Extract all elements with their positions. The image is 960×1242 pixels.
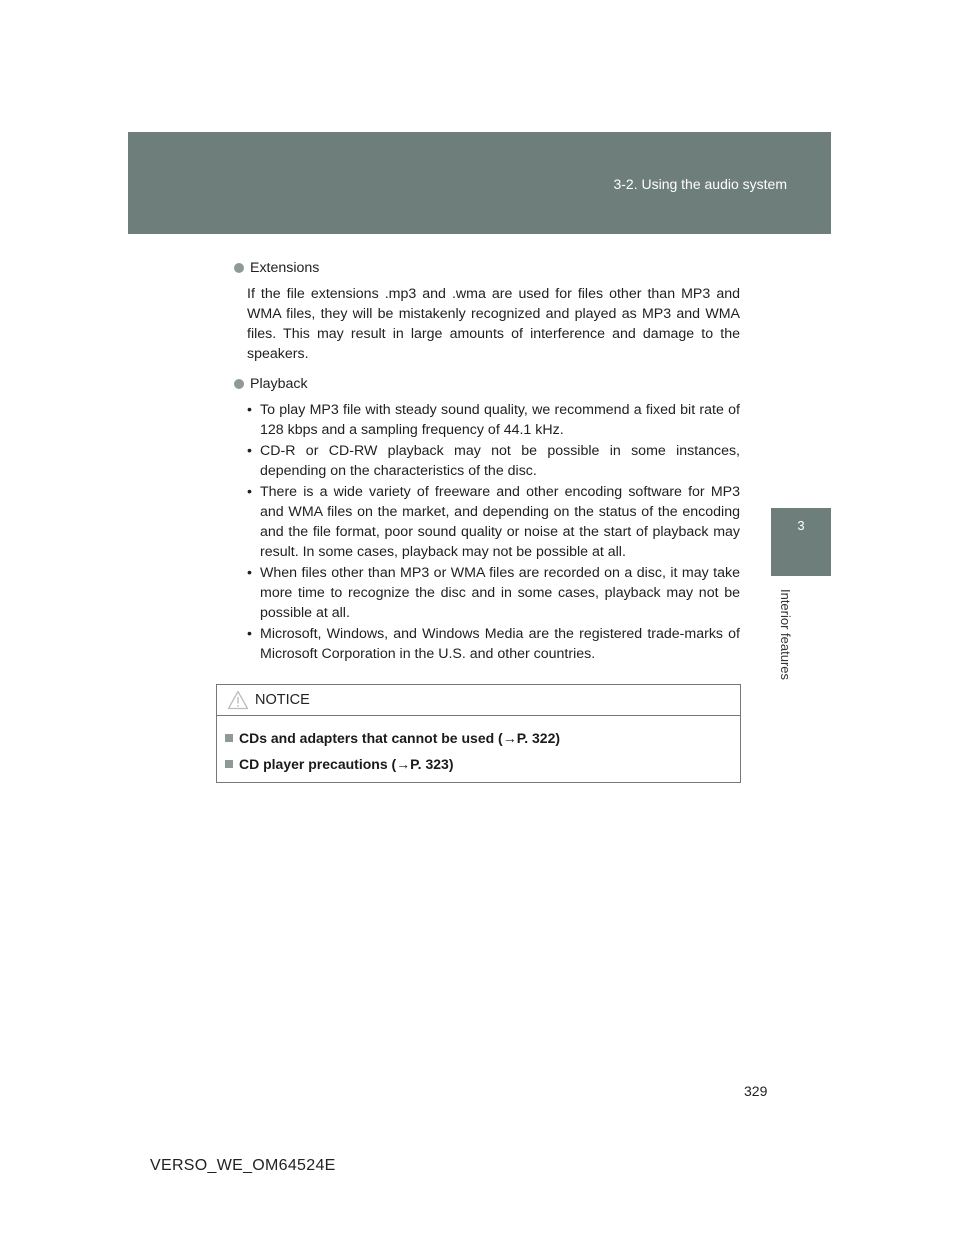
section-title-text: Playback — [250, 376, 308, 392]
list-bullet: • — [247, 565, 252, 581]
section-title — [236, 258, 740, 278]
section-extensions — [236, 258, 740, 364]
header-band — [128, 132, 831, 234]
list-bullet: • — [247, 443, 252, 459]
notice-title: NOTICE — [255, 692, 310, 708]
chapter-number: 3 — [797, 518, 805, 533]
notice-item-text: CD player precautions (→P. 323) — [239, 756, 454, 772]
chapter-label-text: Interior features — [778, 588, 794, 680]
playback-list — [236, 400, 740, 664]
notice-box — [216, 684, 741, 783]
circle-bullet-icon — [234, 263, 244, 273]
warning-triangle-icon — [227, 690, 249, 710]
section-title — [236, 374, 740, 394]
list-item-text: Microsoft, Windows, and Windows Media are the registered trade-marks of Microsoft Corporation in the U.S. and other countries. — [260, 626, 740, 662]
list-item — [247, 563, 740, 623]
chapter-tab — [771, 508, 831, 576]
list-item-text: CD-R or CD-RW playback may not be possible in some instances, depending on the characteristics of the disc. — [260, 443, 740, 479]
page-number: 329 — [744, 1083, 768, 1099]
circle-bullet-icon — [234, 379, 244, 389]
list-item-text: There is a wide variety of freeware and other encoding software for MP3 and WMA files on the market, and depending on the status of the encoding and the file format, poor sound quality or noise at the start of playback may result. In some cases, playback may not be possible at all. — [260, 484, 740, 560]
notice-item — [225, 728, 740, 748]
notice-item — [225, 754, 740, 774]
list-item-text: When files other than MP3 or WMA files are recorded on a disc, it may take more time to recognize the disc and in some cases, playback may not be possible at all. — [260, 565, 740, 621]
notice-header — [217, 685, 740, 716]
chapter-label — [771, 576, 801, 692]
section-title-text: Extensions — [250, 260, 320, 276]
notice-body — [217, 716, 740, 774]
list-item — [247, 441, 740, 481]
section-header-title: 3-2. Using the audio system — [613, 176, 787, 192]
list-bullet: • — [247, 484, 252, 500]
square-bullet-icon — [225, 760, 233, 768]
list-item — [247, 624, 740, 664]
notice-item-text: CDs and adapters that cannot be used (→P. 322) — [239, 730, 561, 746]
list-item-text: To play MP3 file with steady sound quality, we recommend a fixed bit rate of 128 kbps and a sampling frequency of 44.1 kHz. — [260, 402, 740, 438]
list-bullet: • — [247, 626, 252, 642]
section-playback — [236, 374, 740, 664]
list-bullet: • — [247, 402, 252, 418]
extensions-paragraph: If the file extensions .mp3 and .wma are used for files other than MP3 and WMA files, they will be mistakenly recognized and played as MP3 and WMA files. This may result in large amounts of interference and damage to the speakers. — [247, 286, 740, 362]
list-item — [247, 400, 740, 440]
main-content — [236, 258, 740, 674]
document-code: VERSO_WE_OM64524E — [150, 1157, 336, 1174]
square-bullet-icon — [225, 734, 233, 742]
list-item — [247, 482, 740, 562]
